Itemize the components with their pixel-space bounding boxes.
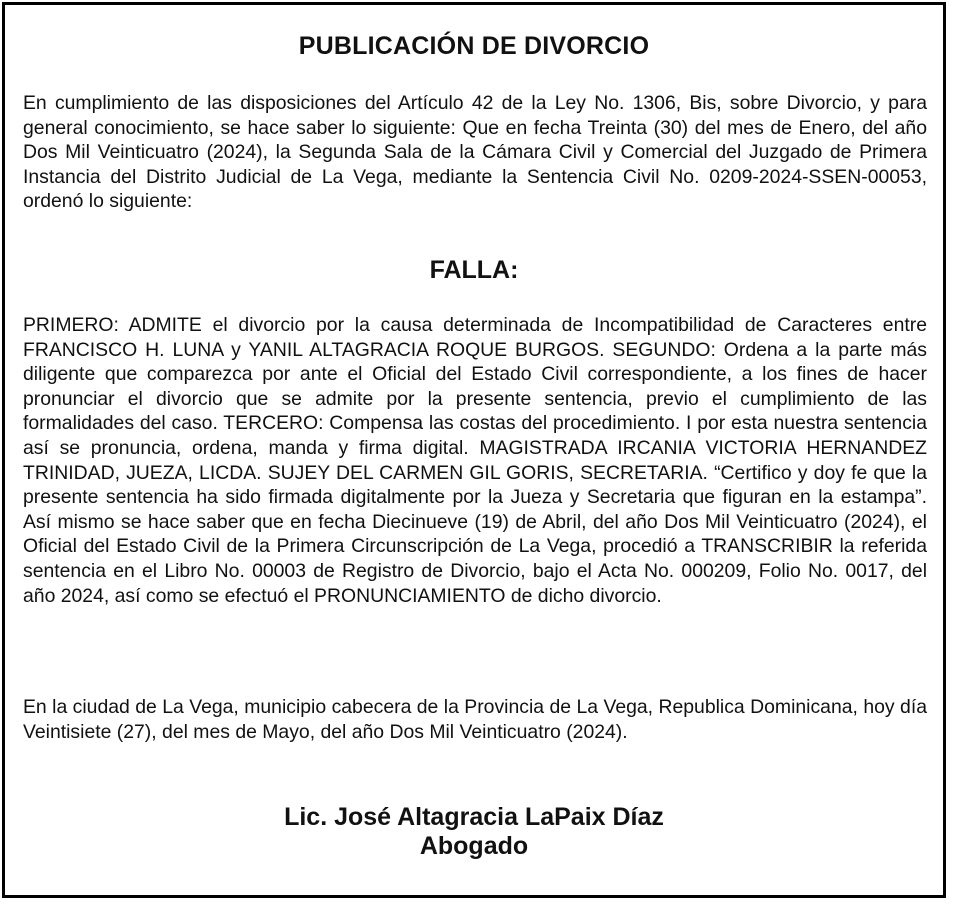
signature-name: Lic. José Altagracia LaPaix Díaz <box>284 803 664 831</box>
divorce-notice <box>2 2 946 898</box>
ruling-paragraph: PRIMERO: ADMITE el divorcio por la causa determinada de Incompatibilidad de Caracteres entre FRANCISCO H. LUNA y YANIL ALTAGRACIA ROQUE BURGOS. SEGUNDO: Ordena a la parte más diligente que comparezca por ante el Oficial del Estado Civil correspondiente, a los fines de hacer pronunciar el divorcio que se admite por la presente sentencia, previo el cumplimiento de las formalidades del caso. TERCERO: Compensa las costas del procedimiento. I por esta nuestra sentencia así se pronuncia, ordena, manda y firma digital. MAGISTRADA IRCANIA VICTORIA HERNANDEZ TRINIDAD, JUEZA, LICDA. SUJEY DEL CARMEN GIL GORIS, SECRETARIA. “Certifico y doy fe que la presente sentencia ha sido firmada digitalmente por la Jueza y Secretaria que figuran en la estampa”. Así mismo se hace saber que en fecha Diecinueve (19) de Abril, del año Dos Mil Veinticuatro (2024), el Oficial del Estado Civil de la Primera Circunscripción de La Vega, procedió a TRANSCRIBIR la referida sentencia en el Libro No. 00003 de Registro de Divorcio, bajo el Acta No. 000209, Folio No. 0017, del año 2024, así como se efectuó el PRONUNCIAMIENTO de dicho divorcio. <box>23 314 927 607</box>
signature-block <box>5 803 943 861</box>
signature-role: Abogado <box>419 832 529 860</box>
notice-title: PUBLICACIÓN DE DIVORCIO <box>298 32 650 60</box>
closing-paragraph: En la ciudad de La Vega, municipio cabecera de la Provincia de La Vega, Republica Dominicana, hoy día Veintisiete (27), del mes de Mayo, del año Dos Mil Veinticuatro (2024). <box>23 696 927 743</box>
falla-heading: FALLA: <box>429 256 519 284</box>
intro-paragraph: En cumplimiento de las disposiciones del Artículo 42 de la Ley No. 1306, Bis, sobre Divorcio, y para general conocimiento, se hace saber lo siguiente: Que en fecha Treinta (30) del mes de Enero, del año Dos Mil Veinticuatro (2024), la Segunda Sala de la Cámara Civil y Comercial del Juzgado de Primera Instancia del Distrito Judicial de La Vega, mediante la Sentencia Civil No. 0209-2024-SSEN-00053, ordenó lo siguiente: <box>23 92 927 213</box>
